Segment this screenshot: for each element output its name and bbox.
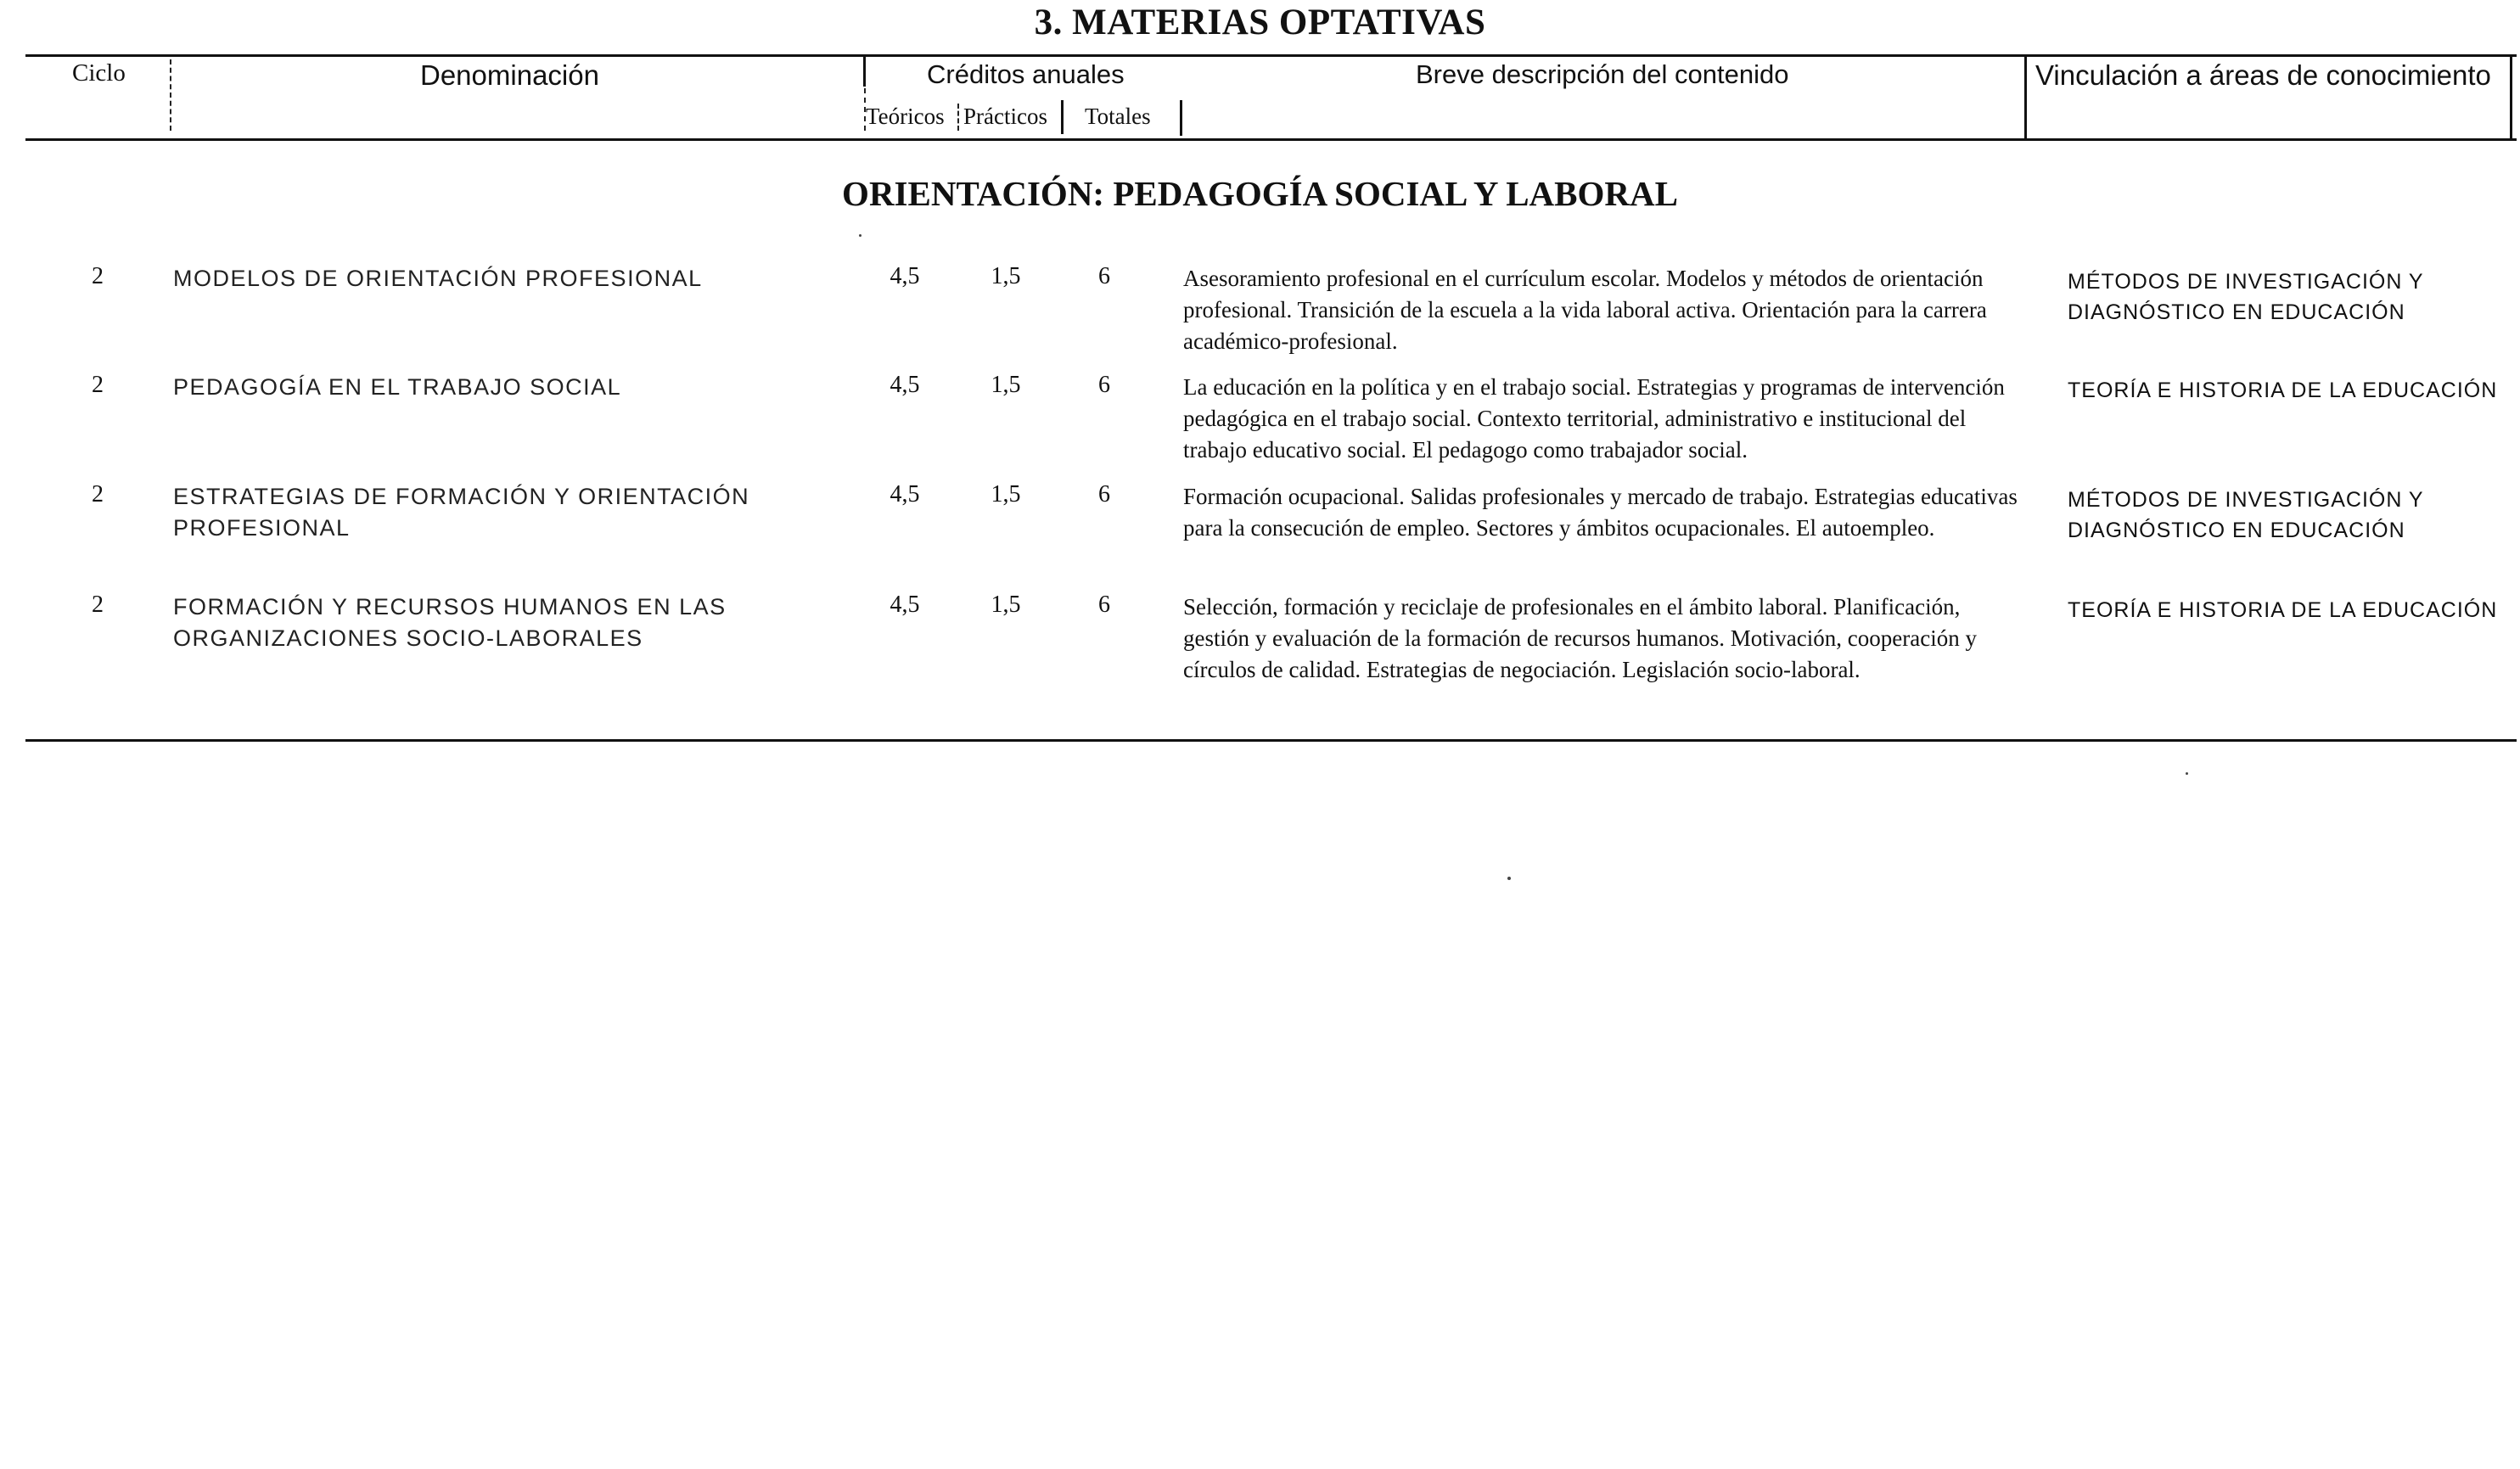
row-descripcion: La educación en la política y en el trabajo social. Estrategias y programas de intervención pedagógica en el trabajo social. Contexto territorial, administrativo e institucional del trabajo educativo social. El pedagogo como trabajador social. bbox=[1183, 374, 2005, 463]
row-descripcion: Formación ocupacional. Salidas profesionales y mercado de trabajo. Estrategias educativas para la consecución de empleo. Sectores y ámbitos ocupacionales. El autoempleo. bbox=[1183, 484, 2018, 541]
header-totales: Totales bbox=[1085, 104, 1151, 129]
row-ciclo: 2 bbox=[92, 481, 104, 507]
column-divider-creditos bbox=[1180, 100, 1182, 136]
header-bottom-rule bbox=[25, 138, 2517, 141]
column-divider-ciclo bbox=[170, 59, 171, 131]
row-teoricos: 4,5 bbox=[890, 263, 920, 289]
row-denominacion: PEDAGOGÍA EN EL TRABAJO SOCIAL bbox=[173, 374, 622, 400]
row-ciclo: 2 bbox=[92, 263, 104, 289]
header-teoricos: Teóricos bbox=[866, 104, 945, 129]
scan-speck bbox=[1507, 877, 1511, 880]
scan-speck bbox=[859, 234, 862, 237]
header-denominacion: Denominación bbox=[420, 59, 599, 91]
section-title: ORIENTACIÓN: PEDAGOGÍA SOCIAL Y LABORAL bbox=[842, 174, 1678, 213]
row-practicos: 1,5 bbox=[991, 481, 1021, 507]
row-teoricos: 4,5 bbox=[890, 481, 920, 507]
row-area: MÉTODOS DE INVESTIGACIÓN Y DIAGNÓSTICO EN EDUCACIÓN bbox=[2068, 270, 2424, 324]
header-practicos: Prácticos bbox=[963, 104, 1047, 129]
row-area: TEORÍA E HISTORIA DE LA EDUCACIÓN bbox=[2068, 598, 2498, 622]
row-denominacion: ESTRATEGIAS DE FORMACIÓN Y ORIENTACIÓN PROFESIONAL bbox=[173, 484, 750, 541]
row-teoricos: 4,5 bbox=[890, 592, 920, 618]
scan-speck bbox=[2186, 772, 2188, 775]
row-totales: 6 bbox=[1098, 592, 1110, 618]
header-creditos-anuales: Créditos anuales bbox=[927, 59, 1125, 89]
row-ciclo: 2 bbox=[92, 372, 104, 398]
row-denominacion: MODELOS DE ORIENTACIÓN PROFESIONAL bbox=[173, 266, 703, 291]
row-practicos: 1,5 bbox=[991, 372, 1021, 398]
row-practicos: 1,5 bbox=[991, 592, 1021, 618]
header-ciclo: Ciclo bbox=[72, 59, 126, 87]
column-divider-right bbox=[2510, 56, 2512, 139]
header-top-rule bbox=[25, 54, 2517, 57]
row-totales: 6 bbox=[1098, 481, 1110, 507]
row-area: MÉTODOS DE INVESTIGACIÓN Y DIAGNÓSTICO EN EDUCACIÓN bbox=[2068, 488, 2424, 542]
page-title: 3. MATERIAS OPTATIVAS bbox=[1034, 3, 1486, 42]
row-ciclo: 2 bbox=[92, 592, 104, 618]
header-descripcion: Breve descripción del contenido bbox=[1416, 59, 1789, 89]
row-area: TEORÍA E HISTORIA DE LA EDUCACIÓN bbox=[2068, 378, 2498, 402]
row-denominacion: FORMACIÓN Y RECURSOS HUMANOS EN LAS ORGANIZACIONES SOCIO-LABORALES bbox=[173, 594, 727, 651]
row-totales: 6 bbox=[1098, 263, 1110, 289]
row-totales: 6 bbox=[1098, 372, 1110, 398]
table-bottom-rule bbox=[25, 739, 2517, 742]
column-divider-denominacion bbox=[863, 56, 866, 87]
column-divider-descripcion bbox=[2024, 56, 2027, 139]
row-teoricos: 4,5 bbox=[890, 372, 920, 398]
header-vinculacion: Vinculación a áreas de conocimiento bbox=[2035, 59, 2491, 91]
row-descripcion: Selección, formación y reciclaje de profesionales en el ámbito laboral. Planificación, gestión y evaluación de la formación de recursos humanos. Motivación, cooperación y círculos de calidad. Estrategias de negociación. Legislación socio-laboral. bbox=[1183, 594, 1977, 682]
row-descripcion: Asesoramiento profesional en el currículum escolar. Modelos y métodos de orientación profesional. Transición de la escuela a la vida laboral activa. Orientación para la carrera académico-profesional. bbox=[1183, 266, 1987, 354]
column-divider-teoricos bbox=[957, 104, 959, 131]
row-practicos: 1,5 bbox=[991, 263, 1021, 289]
column-divider-practicos bbox=[1061, 100, 1064, 134]
